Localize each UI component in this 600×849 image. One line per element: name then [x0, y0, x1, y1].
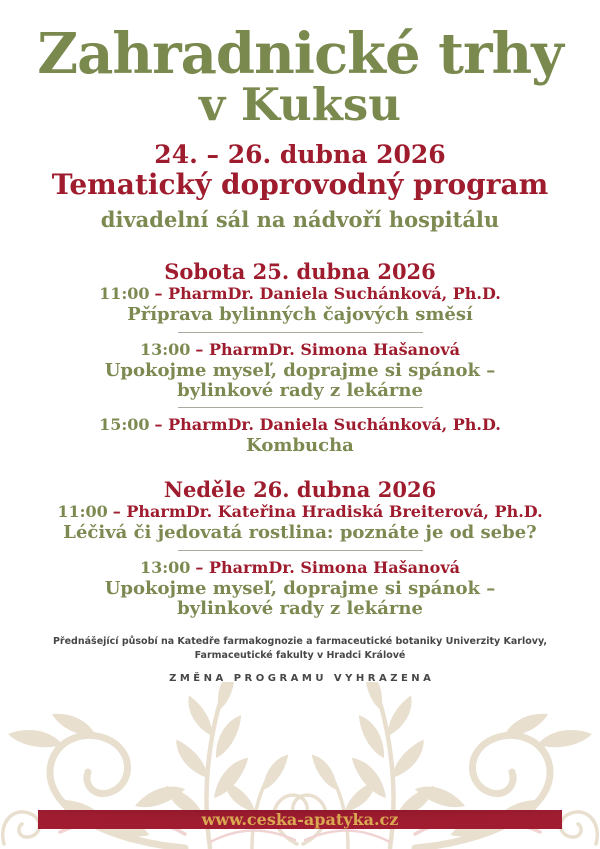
program-change-disclaimer: ZMĚNA PROGRAMU VYHRAZENA — [169, 673, 435, 685]
event-venue: divadelní sál na nádvoří hospitálu — [100, 206, 500, 232]
poster-title-line1: Zahradnické trhy — [37, 21, 563, 87]
speakers-footnote — [0, 635, 600, 664]
item-speaker: – PharmDr. Simona Hašanová — [195, 339, 460, 359]
footer-bar — [38, 810, 562, 829]
item-time: 13:00 — [139, 558, 191, 578]
item-speaker: – PharmDr. Kateřina Hradiská Breiterová, Ph.D. — [112, 502, 543, 522]
item-topic: Upokojme myseľ, doprajme si spánok – — [104, 577, 496, 599]
item-topic: Upokojme myseľ, doprajme si spánok – — [104, 359, 496, 381]
website-url: www.ceska-apatyka.cz — [201, 810, 399, 829]
footnote-line2: Farmaceutické fakulty v Hradci Králové — [194, 650, 406, 662]
item-time: 11:00 — [99, 283, 150, 303]
day-heading: Neděle 26. dubna 2026 — [163, 477, 437, 503]
divider — [178, 407, 423, 408]
program-item-time-speaker — [0, 284, 600, 305]
item-time: 15:00 — [99, 415, 150, 435]
program-day-saturday — [0, 260, 600, 456]
program-item-time-speaker — [0, 502, 600, 523]
program-item-time-speaker — [0, 340, 600, 361]
program-day-sunday — [0, 478, 600, 619]
item-topic: bylinkové rady z lekárne — [177, 379, 423, 401]
item-speaker: – PharmDr. Simona Hašanová — [195, 558, 460, 578]
event-date-range: 24. – 26. dubna 2026 — [154, 140, 446, 169]
item-speaker: – PharmDr. Daniela Suchánková, Ph.D. — [154, 415, 501, 435]
event-subtitle: Tematický doprovodný program — [51, 167, 549, 201]
item-speaker: – PharmDr. Daniela Suchánková, Ph.D. — [154, 283, 501, 303]
program-item-time-speaker — [0, 415, 600, 436]
poster-title-line2: v Kuksu — [199, 78, 401, 131]
item-topic: Příprava bylinných čajových směsí — [127, 303, 473, 325]
program-item-time-speaker — [0, 558, 600, 579]
item-topic: Kombucha — [246, 435, 354, 457]
item-topic: bylinkové rady z lekárne — [177, 597, 423, 619]
item-time: 11:00 — [57, 502, 108, 522]
item-time: 13:00 — [139, 339, 191, 359]
divider — [178, 332, 423, 333]
divider — [178, 550, 423, 551]
footnote-line1: Přednášející působí na Katedře farmakognozie a farmaceutické botaniky Univerzity Karlovy, — [52, 635, 548, 647]
day-heading: Sobota 25. dubna 2026 — [164, 258, 436, 284]
item-topic: Léčivá či jedovatá rostlina: poznáte je od sebe? — [63, 522, 537, 544]
